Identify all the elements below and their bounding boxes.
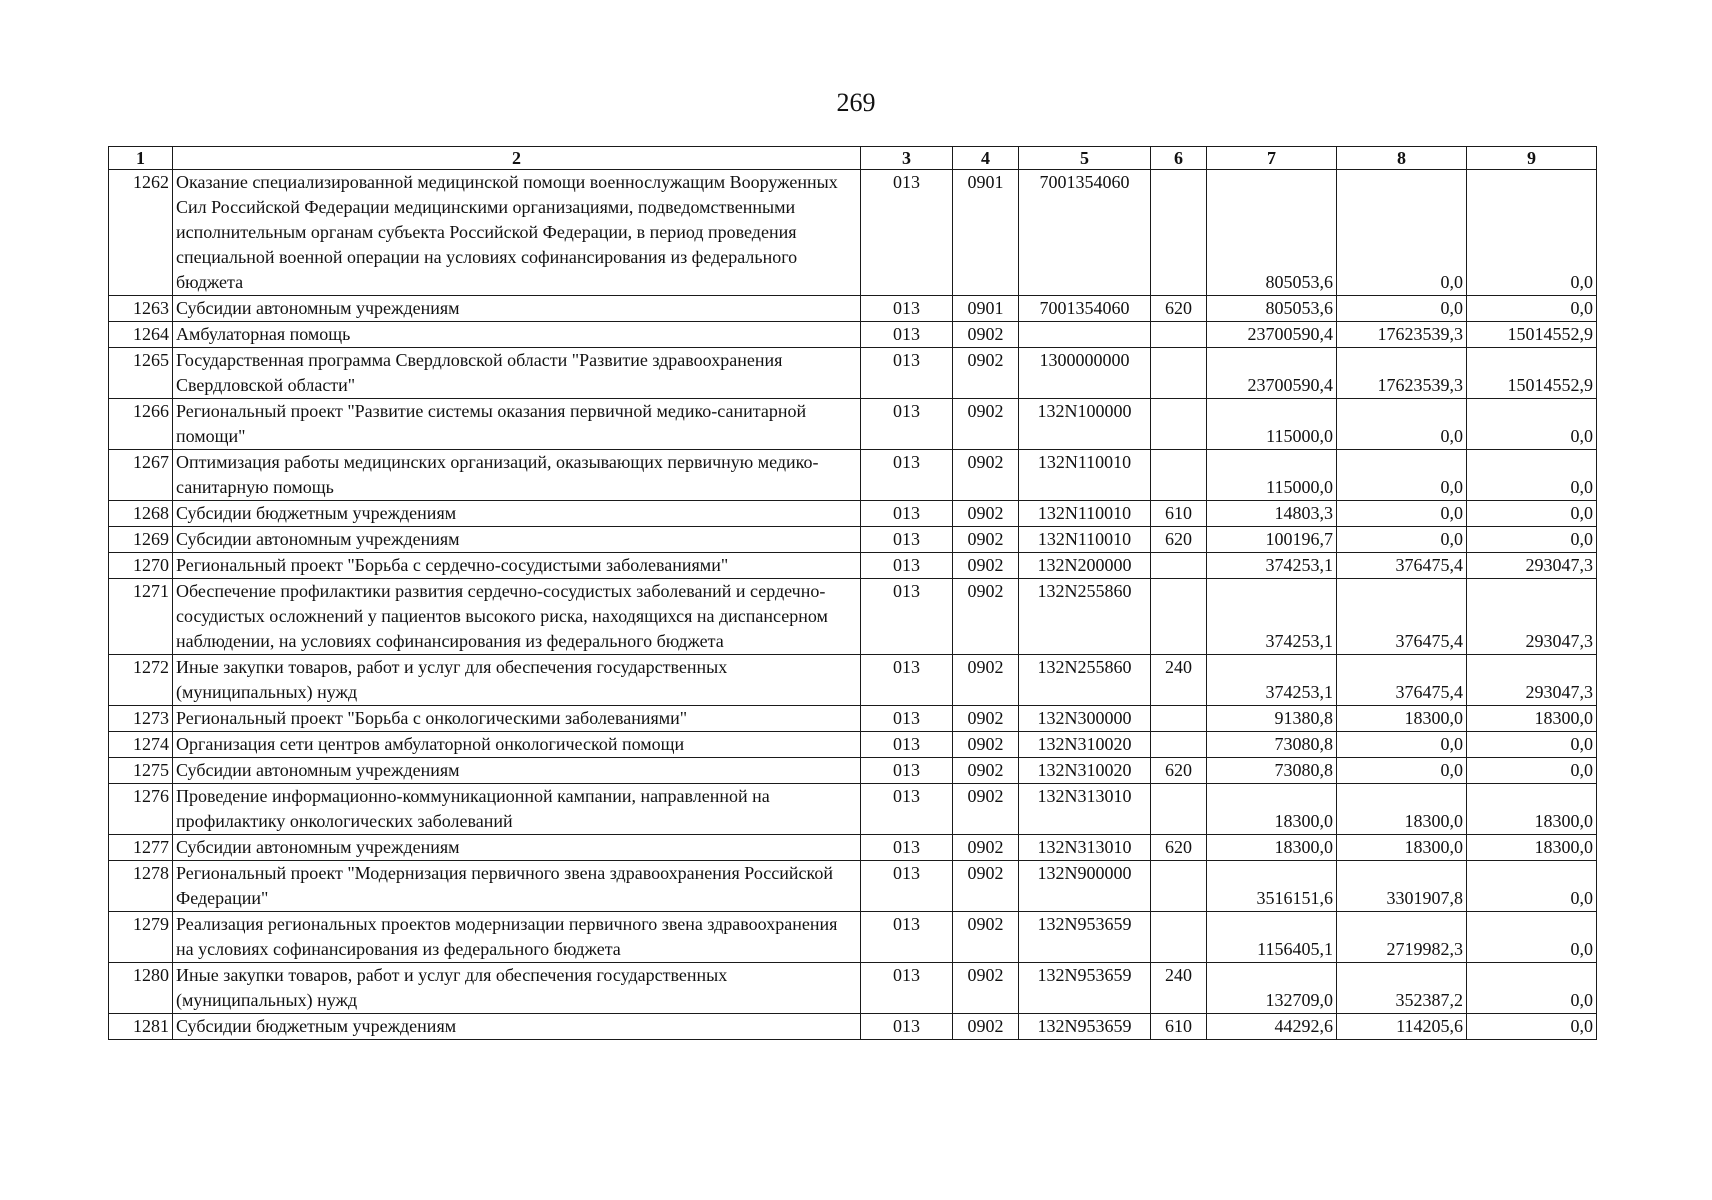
row-number-cell: 1271: [109, 579, 173, 655]
section-code-cell: 0901: [953, 170, 1019, 296]
amount-cell: 18300,0: [1207, 835, 1337, 861]
amount-cell: 0,0: [1467, 501, 1597, 527]
table-row: [109, 399, 1597, 450]
description-cell: Государственная программа Свердловской области "Развитие здравоохранения Свердловской области": [173, 348, 861, 399]
description-cell: Субсидии автономным учреждениям: [173, 296, 861, 322]
column-header: 3: [861, 147, 953, 170]
amount-cell: 23700590,4: [1207, 322, 1337, 348]
expense-type-cell: 620: [1151, 758, 1207, 784]
row-number-cell: 1275: [109, 758, 173, 784]
column-header: 8: [1337, 147, 1467, 170]
table-row: [109, 963, 1597, 1014]
row-number-cell: 1263: [109, 296, 173, 322]
description-cell: Субсидии автономным учреждениям: [173, 527, 861, 553]
amount-cell: 18300,0: [1207, 784, 1337, 835]
target-article-cell: 132N300000: [1019, 706, 1151, 732]
amount-cell: 3516151,6: [1207, 861, 1337, 912]
amount-cell: 18300,0: [1337, 835, 1467, 861]
ministry-code-cell: 013: [861, 706, 953, 732]
section-code-cell: 0902: [953, 527, 1019, 553]
section-code-cell: 0902: [953, 579, 1019, 655]
amount-cell: 0,0: [1467, 732, 1597, 758]
row-number-cell: 1280: [109, 963, 173, 1014]
target-article-cell: 132N953659: [1019, 1014, 1151, 1040]
target-article-cell: 132N110010: [1019, 450, 1151, 501]
target-article-cell: 132N900000: [1019, 861, 1151, 912]
expense-type-cell: [1151, 348, 1207, 399]
target-article-cell: 132N313010: [1019, 784, 1151, 835]
expense-type-cell: [1151, 706, 1207, 732]
target-article-cell: 1300000000: [1019, 348, 1151, 399]
ministry-code-cell: 013: [861, 655, 953, 706]
row-number-cell: 1264: [109, 322, 173, 348]
amount-cell: 0,0: [1337, 527, 1467, 553]
row-number-cell: 1273: [109, 706, 173, 732]
ministry-code-cell: 013: [861, 1014, 953, 1040]
description-cell: Иные закупки товаров, работ и услуг для обеспечения государственных (муниципальных) нужд: [173, 963, 861, 1014]
amount-cell: 18300,0: [1467, 784, 1597, 835]
section-code-cell: 0902: [953, 706, 1019, 732]
column-header: 5: [1019, 147, 1151, 170]
description-cell: Региональный проект "Борьба с онкологическими заболеваниями": [173, 706, 861, 732]
amount-cell: 0,0: [1467, 170, 1597, 296]
row-number-cell: 1267: [109, 450, 173, 501]
expense-type-cell: [1151, 553, 1207, 579]
amount-cell: 1156405,1: [1207, 912, 1337, 963]
amount-cell: 0,0: [1467, 912, 1597, 963]
ministry-code-cell: 013: [861, 758, 953, 784]
expense-type-cell: 240: [1151, 655, 1207, 706]
column-header: 1: [109, 147, 173, 170]
ministry-code-cell: 013: [861, 784, 953, 835]
amount-cell: 0,0: [1337, 732, 1467, 758]
section-code-cell: 0902: [953, 861, 1019, 912]
table-row: [109, 553, 1597, 579]
expense-type-cell: 620: [1151, 835, 1207, 861]
column-header: 7: [1207, 147, 1337, 170]
section-code-cell: 0902: [953, 655, 1019, 706]
target-article-cell: 132N110010: [1019, 527, 1151, 553]
row-number-cell: 1281: [109, 1014, 173, 1040]
amount-cell: 0,0: [1467, 1014, 1597, 1040]
table-row: [109, 170, 1597, 296]
ministry-code-cell: 013: [861, 501, 953, 527]
amount-cell: 44292,6: [1207, 1014, 1337, 1040]
target-article-cell: 132N310020: [1019, 758, 1151, 784]
ministry-code-cell: 013: [861, 732, 953, 758]
amount-cell: 352387,2: [1337, 963, 1467, 1014]
row-number-cell: 1272: [109, 655, 173, 706]
amount-cell: 376475,4: [1337, 553, 1467, 579]
table-row: [109, 655, 1597, 706]
expense-type-cell: [1151, 170, 1207, 296]
amount-cell: 14803,3: [1207, 501, 1337, 527]
target-article-cell: 7001354060: [1019, 170, 1151, 296]
ministry-code-cell: 013: [861, 348, 953, 399]
amount-cell: 0,0: [1337, 170, 1467, 296]
table-row: [109, 527, 1597, 553]
table-row: [109, 732, 1597, 758]
table-row: [109, 912, 1597, 963]
description-cell: Проведение информационно-коммуникационной кампании, направленной на профилактику онкологических заболеваний: [173, 784, 861, 835]
row-number-cell: 1265: [109, 348, 173, 399]
row-number-cell: 1268: [109, 501, 173, 527]
section-code-cell: 0902: [953, 322, 1019, 348]
target-article-cell: 132N953659: [1019, 963, 1151, 1014]
ministry-code-cell: 013: [861, 579, 953, 655]
table-row: [109, 1014, 1597, 1040]
section-code-cell: 0902: [953, 348, 1019, 399]
section-code-cell: 0902: [953, 553, 1019, 579]
amount-cell: 15014552,9: [1467, 348, 1597, 399]
description-cell: Амбулаторная помощь: [173, 322, 861, 348]
row-number-cell: 1278: [109, 861, 173, 912]
description-cell: Субсидии автономным учреждениям: [173, 758, 861, 784]
amount-cell: 18300,0: [1467, 835, 1597, 861]
amount-cell: 0,0: [1467, 963, 1597, 1014]
description-cell: Оказание специализированной медицинской помощи военнослужащим Вооруженных Сил Российской Федерации медицинскими организациями, подведомственными исполнительным органам субъекта Российской Федерации, в период проведения специальной военной операции на условиях софинансирования из федерального бюджета: [173, 170, 861, 296]
table-row: [109, 706, 1597, 732]
table-row: [109, 501, 1597, 527]
ministry-code-cell: 013: [861, 861, 953, 912]
target-article-cell: 132N255860: [1019, 579, 1151, 655]
column-header: 2: [173, 147, 861, 170]
expense-type-cell: 620: [1151, 296, 1207, 322]
amount-cell: 805053,6: [1207, 170, 1337, 296]
table-row: [109, 758, 1597, 784]
amount-cell: 18300,0: [1337, 784, 1467, 835]
expense-type-cell: [1151, 732, 1207, 758]
table-row: [109, 579, 1597, 655]
target-article-cell: 132N310020: [1019, 732, 1151, 758]
column-header: 4: [953, 147, 1019, 170]
amount-cell: 0,0: [1337, 450, 1467, 501]
expense-type-cell: [1151, 861, 1207, 912]
ministry-code-cell: 013: [861, 912, 953, 963]
row-number-cell: 1269: [109, 527, 173, 553]
section-code-cell: 0902: [953, 835, 1019, 861]
amount-cell: 18300,0: [1467, 706, 1597, 732]
expense-type-cell: 610: [1151, 501, 1207, 527]
column-header: 6: [1151, 147, 1207, 170]
table-row: [109, 784, 1597, 835]
amount-cell: 17623539,3: [1337, 322, 1467, 348]
description-cell: Реализация региональных проектов модернизации первичного звена здравоохранения на условиях софинансирования из федерального бюджета: [173, 912, 861, 963]
row-number-cell: 1270: [109, 553, 173, 579]
amount-cell: 18300,0: [1337, 706, 1467, 732]
description-cell: Региональный проект "Борьба с сердечно-сосудистыми заболеваниями": [173, 553, 861, 579]
amount-cell: 0,0: [1467, 399, 1597, 450]
row-number-cell: 1277: [109, 835, 173, 861]
amount-cell: 293047,3: [1467, 655, 1597, 706]
amount-cell: 0,0: [1467, 296, 1597, 322]
amount-cell: 115000,0: [1207, 399, 1337, 450]
amount-cell: 132709,0: [1207, 963, 1337, 1014]
ministry-code-cell: 013: [861, 296, 953, 322]
amount-cell: 293047,3: [1467, 579, 1597, 655]
ministry-code-cell: 013: [861, 322, 953, 348]
expense-type-cell: [1151, 579, 1207, 655]
target-article-cell: 132N100000: [1019, 399, 1151, 450]
section-code-cell: 0902: [953, 399, 1019, 450]
description-cell: Региональный проект "Модернизация первичного звена здравоохранения Российской Федерации": [173, 861, 861, 912]
row-number-cell: 1262: [109, 170, 173, 296]
target-article-cell: 132N200000: [1019, 553, 1151, 579]
section-code-cell: 0902: [953, 784, 1019, 835]
amount-cell: 376475,4: [1337, 655, 1467, 706]
target-article-cell: 7001354060: [1019, 296, 1151, 322]
expense-type-cell: [1151, 322, 1207, 348]
amount-cell: 805053,6: [1207, 296, 1337, 322]
table-body: [109, 170, 1597, 1040]
amount-cell: 0,0: [1337, 758, 1467, 784]
amount-cell: 91380,8: [1207, 706, 1337, 732]
amount-cell: 376475,4: [1337, 579, 1467, 655]
description-cell: Субсидии автономным учреждениям: [173, 835, 861, 861]
target-article-cell: 132N110010: [1019, 501, 1151, 527]
amount-cell: 374253,1: [1207, 553, 1337, 579]
expense-type-cell: 620: [1151, 527, 1207, 553]
amount-cell: 0,0: [1337, 296, 1467, 322]
amount-cell: 73080,8: [1207, 758, 1337, 784]
table-row: [109, 861, 1597, 912]
amount-cell: 374253,1: [1207, 579, 1337, 655]
row-number-cell: 1279: [109, 912, 173, 963]
ministry-code-cell: 013: [861, 835, 953, 861]
section-code-cell: 0902: [953, 732, 1019, 758]
ministry-code-cell: 013: [861, 170, 953, 296]
description-cell: Иные закупки товаров, работ и услуг для обеспечения государственных (муниципальных) нужд: [173, 655, 861, 706]
amount-cell: 0,0: [1337, 501, 1467, 527]
amount-cell: 73080,8: [1207, 732, 1337, 758]
description-cell: Оптимизация работы медицинских организаций, оказывающих первичную медико-санитарную помощь: [173, 450, 861, 501]
section-code-cell: 0902: [953, 963, 1019, 1014]
section-code-cell: 0902: [953, 912, 1019, 963]
expense-type-cell: [1151, 912, 1207, 963]
budget-table: [108, 146, 1597, 1040]
target-article-cell: 132N953659: [1019, 912, 1151, 963]
page-number: 269: [836, 88, 876, 117]
table-row: [109, 348, 1597, 399]
section-code-cell: 0902: [953, 501, 1019, 527]
description-cell: Региональный проект "Развитие системы оказания первичной медико-санитарной помощи": [173, 399, 861, 450]
table-row: [109, 450, 1597, 501]
amount-cell: 0,0: [1467, 861, 1597, 912]
amount-cell: 23700590,4: [1207, 348, 1337, 399]
amount-cell: 3301907,8: [1337, 861, 1467, 912]
target-article-cell: 132N255860: [1019, 655, 1151, 706]
row-number-cell: 1274: [109, 732, 173, 758]
row-number-cell: 1266: [109, 399, 173, 450]
ministry-code-cell: 013: [861, 450, 953, 501]
target-article-cell: 132N313010: [1019, 835, 1151, 861]
amount-cell: 115000,0: [1207, 450, 1337, 501]
row-number-cell: 1276: [109, 784, 173, 835]
expense-type-cell: [1151, 450, 1207, 501]
expense-type-cell: 610: [1151, 1014, 1207, 1040]
amount-cell: 293047,3: [1467, 553, 1597, 579]
amount-cell: 114205,6: [1337, 1014, 1467, 1040]
amount-cell: 2719982,3: [1337, 912, 1467, 963]
amount-cell: 0,0: [1467, 758, 1597, 784]
description-cell: Организация сети центров амбулаторной онкологической помощи: [173, 732, 861, 758]
description-cell: Субсидии бюджетным учреждениям: [173, 1014, 861, 1040]
expense-type-cell: [1151, 784, 1207, 835]
ministry-code-cell: 013: [861, 527, 953, 553]
amount-cell: 15014552,9: [1467, 322, 1597, 348]
expense-type-cell: 240: [1151, 963, 1207, 1014]
section-code-cell: 0902: [953, 758, 1019, 784]
ministry-code-cell: 013: [861, 399, 953, 450]
table-row: [109, 296, 1597, 322]
section-code-cell: 0902: [953, 1014, 1019, 1040]
amount-cell: 17623539,3: [1337, 348, 1467, 399]
table-row: [109, 835, 1597, 861]
section-code-cell: 0901: [953, 296, 1019, 322]
header-row: [109, 147, 1597, 170]
expense-type-cell: [1151, 399, 1207, 450]
amount-cell: 0,0: [1337, 399, 1467, 450]
amount-cell: 100196,7: [1207, 527, 1337, 553]
amount-cell: 0,0: [1467, 527, 1597, 553]
description-cell: Субсидии бюджетным учреждениям: [173, 501, 861, 527]
table-row: [109, 322, 1597, 348]
target-article-cell: [1019, 322, 1151, 348]
column-header: 9: [1467, 147, 1597, 170]
ministry-code-cell: 013: [861, 963, 953, 1014]
ministry-code-cell: 013: [861, 553, 953, 579]
description-cell: Обеспечение профилактики развития сердечно-сосудистых заболеваний и сердечно-сосудистых осложнений у пациентов высокого риска, находящихся на диспансерном наблюдении, на условиях софинансирования из федерального бюджета: [173, 579, 861, 655]
amount-cell: 374253,1: [1207, 655, 1337, 706]
amount-cell: 0,0: [1467, 450, 1597, 501]
section-code-cell: 0902: [953, 450, 1019, 501]
